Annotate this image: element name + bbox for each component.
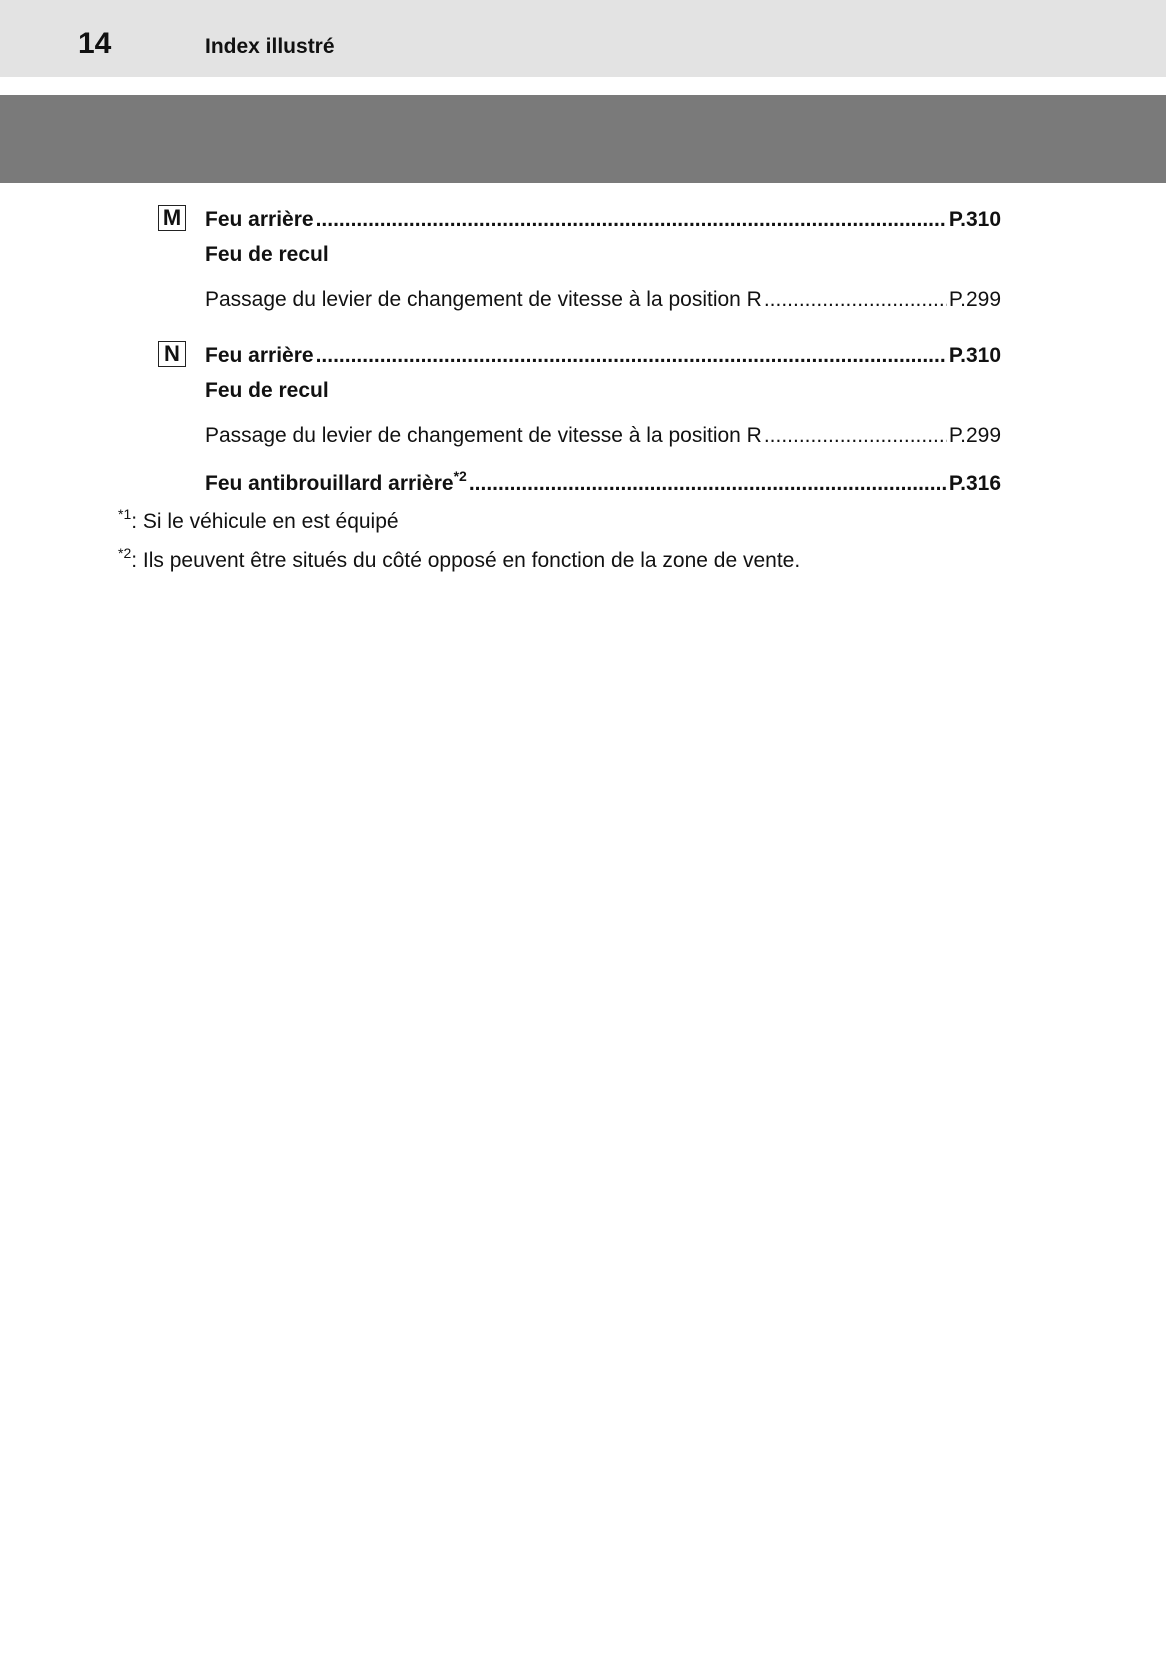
footnote (118, 545, 801, 574)
footnote-mark: *2 (118, 545, 132, 561)
leader-dots (764, 423, 947, 449)
index-entry (205, 343, 1001, 369)
entry-heading: Feu de recul (205, 243, 329, 266)
entry-label: Passage du levier de changement de vitesse à la position R (205, 424, 762, 447)
leader-dots (316, 207, 947, 233)
entry-label: Feu antibrouillard arrière$^{*2}$ (205, 468, 467, 495)
header-title: Index illustré (205, 35, 335, 58)
footnote-text: : Ils peuvent être situés du côté opposé en fonction de la zone de vente. (131, 549, 801, 572)
page-reference[interactable]: P.299 (948, 288, 1001, 311)
leader-dots (316, 343, 947, 369)
leader-dots (764, 287, 947, 313)
footnote-marker: *2 (453, 468, 467, 484)
section-badge-n: N (158, 341, 186, 367)
index-entry (205, 287, 1001, 313)
entry-heading: Feu de recul (205, 379, 329, 402)
leader-dots (469, 471, 947, 497)
footnote (118, 506, 399, 535)
index-entry (205, 423, 1001, 449)
page-reference[interactable]: P.310 (948, 208, 1001, 231)
index-entry (205, 207, 1001, 233)
section-badge-m: M (158, 205, 186, 231)
entry-label: Passage du levier de changement de vitesse à la position R (205, 288, 762, 311)
footnote-text: : Si le véhicule en est équipé (131, 510, 399, 533)
entry-label: Feu arrière (205, 208, 314, 231)
page-reference[interactable]: P.310 (948, 344, 1001, 367)
page-reference[interactable]: P.316 (948, 472, 1001, 495)
index-entry (205, 468, 1001, 497)
entry-label: Feu arrière (205, 344, 314, 367)
page-number: 14 (78, 27, 112, 60)
page-header (0, 0, 1166, 77)
illustration-band (0, 95, 1166, 183)
page-reference[interactable]: P.299 (948, 424, 1001, 447)
footnote-mark: *1 (118, 506, 132, 522)
